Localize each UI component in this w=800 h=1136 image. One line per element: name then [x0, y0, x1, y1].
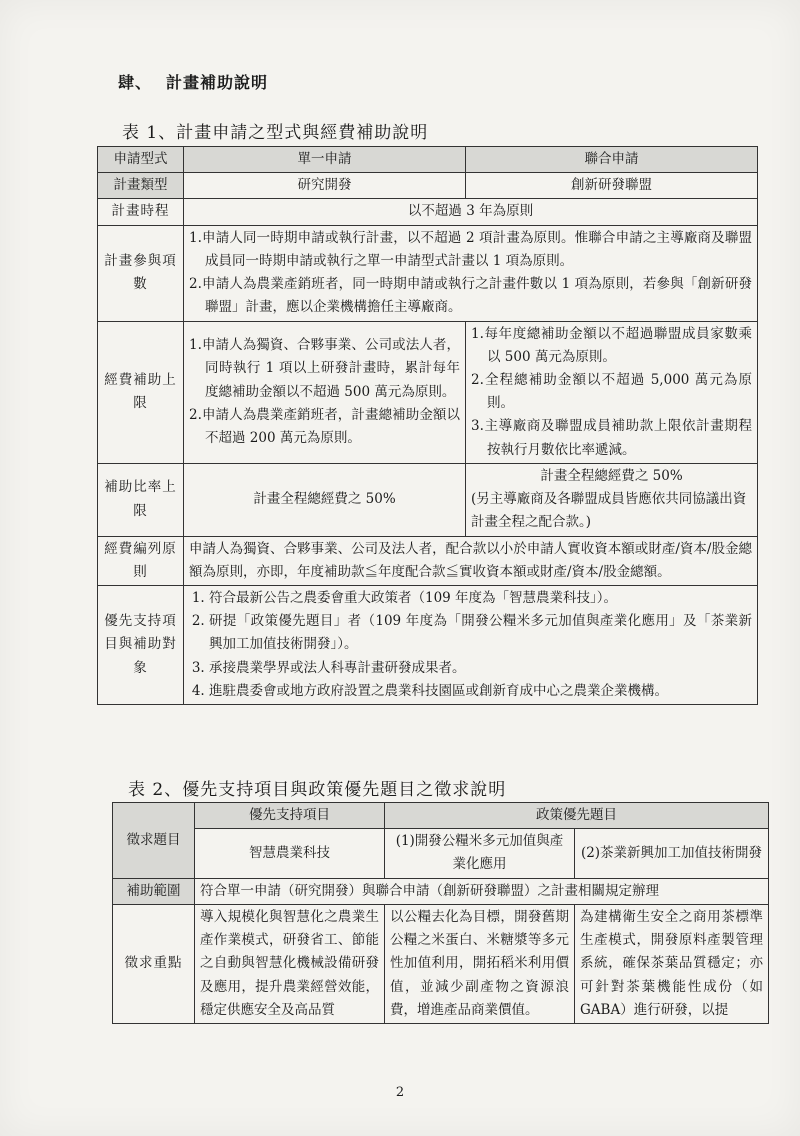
funding-limit-single	[184, 321, 466, 463]
funding-limit-joint	[466, 321, 758, 463]
plan-period-value: 以不超過 3 年為原則	[184, 199, 758, 225]
label-plan-type: 計畫類型	[98, 173, 184, 199]
table2	[112, 802, 769, 1024]
table1	[97, 146, 758, 705]
participation-item: 2.申請人為農業產銷班者，同一時期申請或執行之計畫件數以 1 項為原則，若參與「創新研發聯盟」計畫，應以企業機構擔任主導廠商。	[189, 276, 752, 316]
label-budget-principle: 經費編列原則	[98, 536, 184, 585]
row-budget-principle	[98, 536, 758, 585]
subsidy-ratio-single: 計畫全程總經費之 50%	[184, 463, 466, 536]
label-funding-limit: 經費補助上限	[98, 321, 184, 463]
subsidy-ratio-joint	[466, 463, 758, 536]
row-participation-count	[98, 225, 758, 321]
header-policy-topic: 政策優先題目	[385, 803, 769, 829]
row-plan-period	[98, 199, 758, 225]
focus-rice: 以公糧去化為目標，開發舊期公糧之米蛋白、米糖漿等多元性加值利用，開拓稻米利用價值，並減少副產物之資源浪費，增進產品商業價值。	[385, 904, 575, 1023]
funding-joint-item: 2.全程總補助金額以不超過 5,000 萬元為原則。	[471, 371, 752, 412]
row-funding-limit	[98, 321, 758, 463]
focus-smart: 導入規模化與智慧化之農業生產作業模式，研發省工、節能之自動與智慧化機械設備研發及應用，提升農業經營效能，穩定供應安全及高品質	[195, 904, 385, 1023]
table2-topic-row	[113, 829, 769, 878]
priority-item: 4. 進駐農委會或地方政府設置之農業科技園區或創新育成中心之農業企業機構。	[209, 680, 752, 703]
topic-rice: (1)開發公糧米多元加值與產業化應用	[385, 829, 575, 878]
priority-item: 3. 承接農業學界或法人科專計畫研發成果者。	[209, 657, 752, 680]
funding-joint-item: 1.每年度總補助金額以不超過聯盟成員家數乘以 500 萬元為原則。	[471, 325, 752, 365]
priority-support-content	[184, 585, 758, 704]
priority-item: 2. 研提「政策優先題目」者（109 年度為「開發公糧米多元加值與產業化應用」及「茶業新興加工加值技術開發」）。	[209, 610, 752, 656]
row-priority-support	[98, 585, 758, 704]
section-number: 肆、	[118, 73, 153, 92]
table1-caption: 表 1、計畫申請之型式與經費補助說明	[122, 123, 429, 143]
table1-header-row	[98, 147, 758, 173]
page-number: 2	[395, 1085, 405, 1100]
header-priority-item: 優先支持項目	[195, 803, 385, 829]
label-focus: 徵求重點	[113, 904, 195, 1023]
funding-joint-item: 3.主導廠商及聯盟成員補助款上限依計畫期程按執行月數依比率遞減。	[471, 418, 752, 458]
row-subsidy-ratio	[98, 463, 758, 536]
focus-tea: 為建構衛生安全之商用茶標準生產模式，開發原料產製管理系統，確保茶葉品質穩定；亦可針對茶葉機能性成份（如 GABA）進行研發，以提	[575, 904, 769, 1023]
label-priority-support: 優先支持項目與補助對象	[98, 585, 184, 704]
row-scope	[113, 878, 769, 904]
row-focus	[113, 904, 769, 1023]
funding-single-item: 1.申請人為獨資、合夥事業、公司或法人者，同時執行 1 項以上研發計畫時，累計每年度總補助金額以不超過 500 萬元為原則。	[189, 337, 460, 400]
row-plan-type	[98, 173, 758, 199]
table2-header-row	[113, 803, 769, 829]
header-apply-type: 申請型式	[98, 147, 184, 173]
budget-principle-value: 申請人為獨資、合夥事業、公司及法人者，配合款以小於申請人實收資本額或財產/資本/股金總額為原則，亦即，年度補助款≦年度配合款≦實收資本額或財產/資本/股金總額。	[184, 536, 758, 585]
priority-item: 1. 符合最新公告之農委會重大政策者（109 年度為「智慧農業科技」）。	[209, 587, 752, 610]
plan-type-single: 研究開發	[184, 173, 466, 199]
label-subsidy-ratio: 補助比率上限	[98, 463, 184, 536]
scope-value: 符合單一申請（研究開發）與聯合申請（創新研發聯盟）之計畫相關規定辦理	[195, 878, 769, 904]
label-scope: 補助範圍	[113, 878, 195, 904]
header-single: 單一申請	[184, 147, 466, 173]
label-plan-period: 計畫時程	[98, 199, 184, 225]
label-participation-count: 計畫參與項數	[98, 225, 184, 321]
participation-item: 1.申請人同一時期申請或執行計畫，以不超過 2 項計畫為原則。惟聯合申請之主導廠商及聯盟成員同一時期申請或執行之單一申請型式計畫以 1 項為原則。	[189, 229, 752, 269]
subsidy-ratio-joint-note: (另主導廠商及各聯盟成員皆應依共同協議出資計畫全程之配合款。)	[471, 491, 747, 531]
plan-type-joint: 創新研發聯盟	[466, 173, 758, 199]
topic-tea: (2)茶業新興加工加值技術開發	[575, 829, 769, 878]
topic-smart-agriculture: 智慧農業科技	[195, 829, 385, 878]
section-title: 計畫補助說明	[166, 73, 269, 92]
header-topic: 徵求題目	[113, 803, 195, 879]
header-joint: 聯合申請	[466, 147, 758, 173]
subsidy-ratio-joint-main: 計畫全程總經費之 50%	[540, 467, 683, 484]
funding-single-item: 2.申請人為農業產銷班者，計畫總補助金額以不超過 200 萬元為原則。	[189, 406, 460, 447]
section-heading	[118, 70, 268, 93]
participation-count-content	[184, 225, 758, 321]
table2-caption: 表 2、優先支持項目與政策優先題目之徵求說明	[128, 780, 507, 800]
